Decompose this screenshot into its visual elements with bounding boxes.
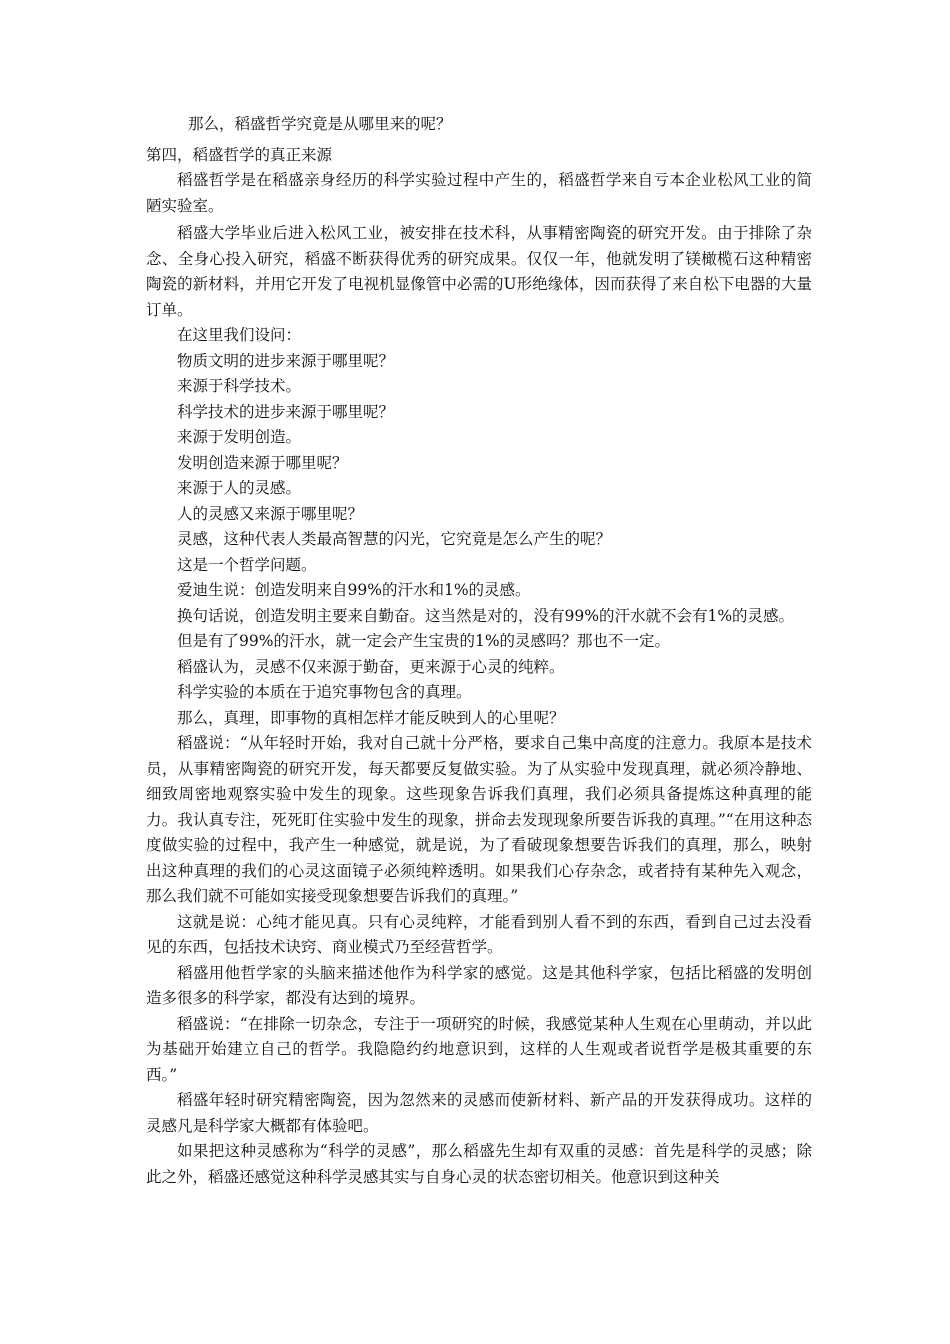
opening-question: 那么，稻盛哲学究竟是从哪里来的呢？ (188, 115, 452, 133)
paragraph: 这是一个哲学问题。 (177, 555, 317, 574)
paragraph: 稻盛年轻时研究精密陶瓷，因为忽然来的灵感而使新材料、新产品的开发获得成功。这样的灵感凡是科学家大概都有体验吧。 (146, 1091, 812, 1135)
paragraph: 在这里我们设问： (177, 326, 302, 344)
paragraph: 但是有了99%的汗水，就一定会产生宝贵的1%的灵感吗？那也不一定。 (177, 632, 671, 650)
quote-paragraph: 稻盛说：“从年轻时开始，我对自己就十分严格，要求自己集中高度的注意力。我原本是技术员，从事精密陶瓷的研究开发，每天都要反复做实验。为了从实验中发现真理，就必须冷静地、细致周密地观察实验中发生的现象。这些现象告诉我们真理，我们必须具备提炼这种真理的能力。我认真专注，死死盯住实验中发生的现象，拼命去发现现象所要告诉我的真理。”“在用这种态度做实验的过程中，我产生一种感觉，就是说，为了看破现象想要告诉我们的真理，那么，映射出这种真理的我们的心灵这面镜子必须纯粹透明。如果我们心存杂念，或者持有某种先入观念，那么我们就不可能如实接受现象想要告诉我们的真理。” (146, 734, 812, 905)
paragraph: 稻盛哲学是在稻盛亲身经历的科学实验过程中产生的，稻盛哲学来自亏本企业松风工业的简陋实验室。 (146, 171, 812, 215)
paragraph: 发明创造来源于哪里呢？ (177, 453, 348, 472)
paragraph: 来源于科学技术。 (177, 377, 302, 395)
paragraph: 科学技术的进步来源于哪里呢？ (177, 402, 395, 421)
paragraph: 来源于发明创造。 (177, 428, 302, 446)
paragraph: 这就是说：心纯才能见真。只有心灵纯粹，才能看到别人看不到的东西，看到自己过去没看见的东西，包括技术诀窍、商业模式乃至经营哲学。 (146, 912, 812, 956)
paragraph: 人的灵感又来源于哪里呢？ (177, 504, 364, 523)
document-body (146, 112, 812, 1190)
quote-paragraph: 稻盛说：“在排除一切杂念，专注于一项研究的时候，我感觉某种人生观在心里萌动，并以此为基础开始建立自己的哲学。我隐隐约约地意识到，这样的人生观或者说哲学是极其重要的东西。” (146, 1014, 812, 1084)
section-heading: 第四，稻盛哲学的真正来源 (146, 145, 333, 164)
paragraph: 稻盛大学毕业后进入松风工业，被安排在技术科，从事精密陶瓷的研究开发。由于排除了杂念、全身心投入研究，稻盛不断获得优秀的研究成果。仅仅一年，他就发明了镁橄榄石这种精密陶瓷的新材料，并用它开发了电视机显像管中必需的U形绝缘体，因而获得了来自松下电器的大量订单。 (146, 224, 812, 319)
paragraph: 灵感，这种代表人类最高智慧的闪光，它究竟是怎么产生的呢？ (177, 530, 612, 548)
paragraph: 物质文明的进步来源于哪里呢？ (177, 351, 395, 370)
paragraph: 换句话说，创造发明主要来自勤奋。这当然是对的，没有99%的汗水就不会有1%的灵感。 (177, 606, 795, 625)
paragraph: 科学实验的本质在于追究事物包含的真理。 (177, 683, 472, 701)
paragraph: 稻盛用他哲学家的头脑来描述他作为科学家的感觉。这是其他科学家，包括比稻盛的发明创造多很多的科学家，都没有达到的境界。 (146, 963, 812, 1007)
paragraph: 那么，真理，即事物的真相怎样才能反映到人的心里呢？ (177, 708, 565, 727)
paragraph: 如果把这种灵感称为“科学的灵感”，那么稻盛先生却有双重的灵感：首先是科学的灵感；除此之外，稻盛还感觉这种科学灵感其实与自身心灵的状态密切相关。他意识到这种关 (146, 1142, 812, 1186)
paragraph: 爱迪生说：创造发明来自99%的汗水和1%的灵感。 (177, 581, 531, 599)
paragraph: 稻盛认为，灵感不仅来源于勤奋，更来源于心灵的纯粹。 (177, 657, 565, 676)
paragraph: 来源于人的灵感。 (177, 479, 302, 497)
